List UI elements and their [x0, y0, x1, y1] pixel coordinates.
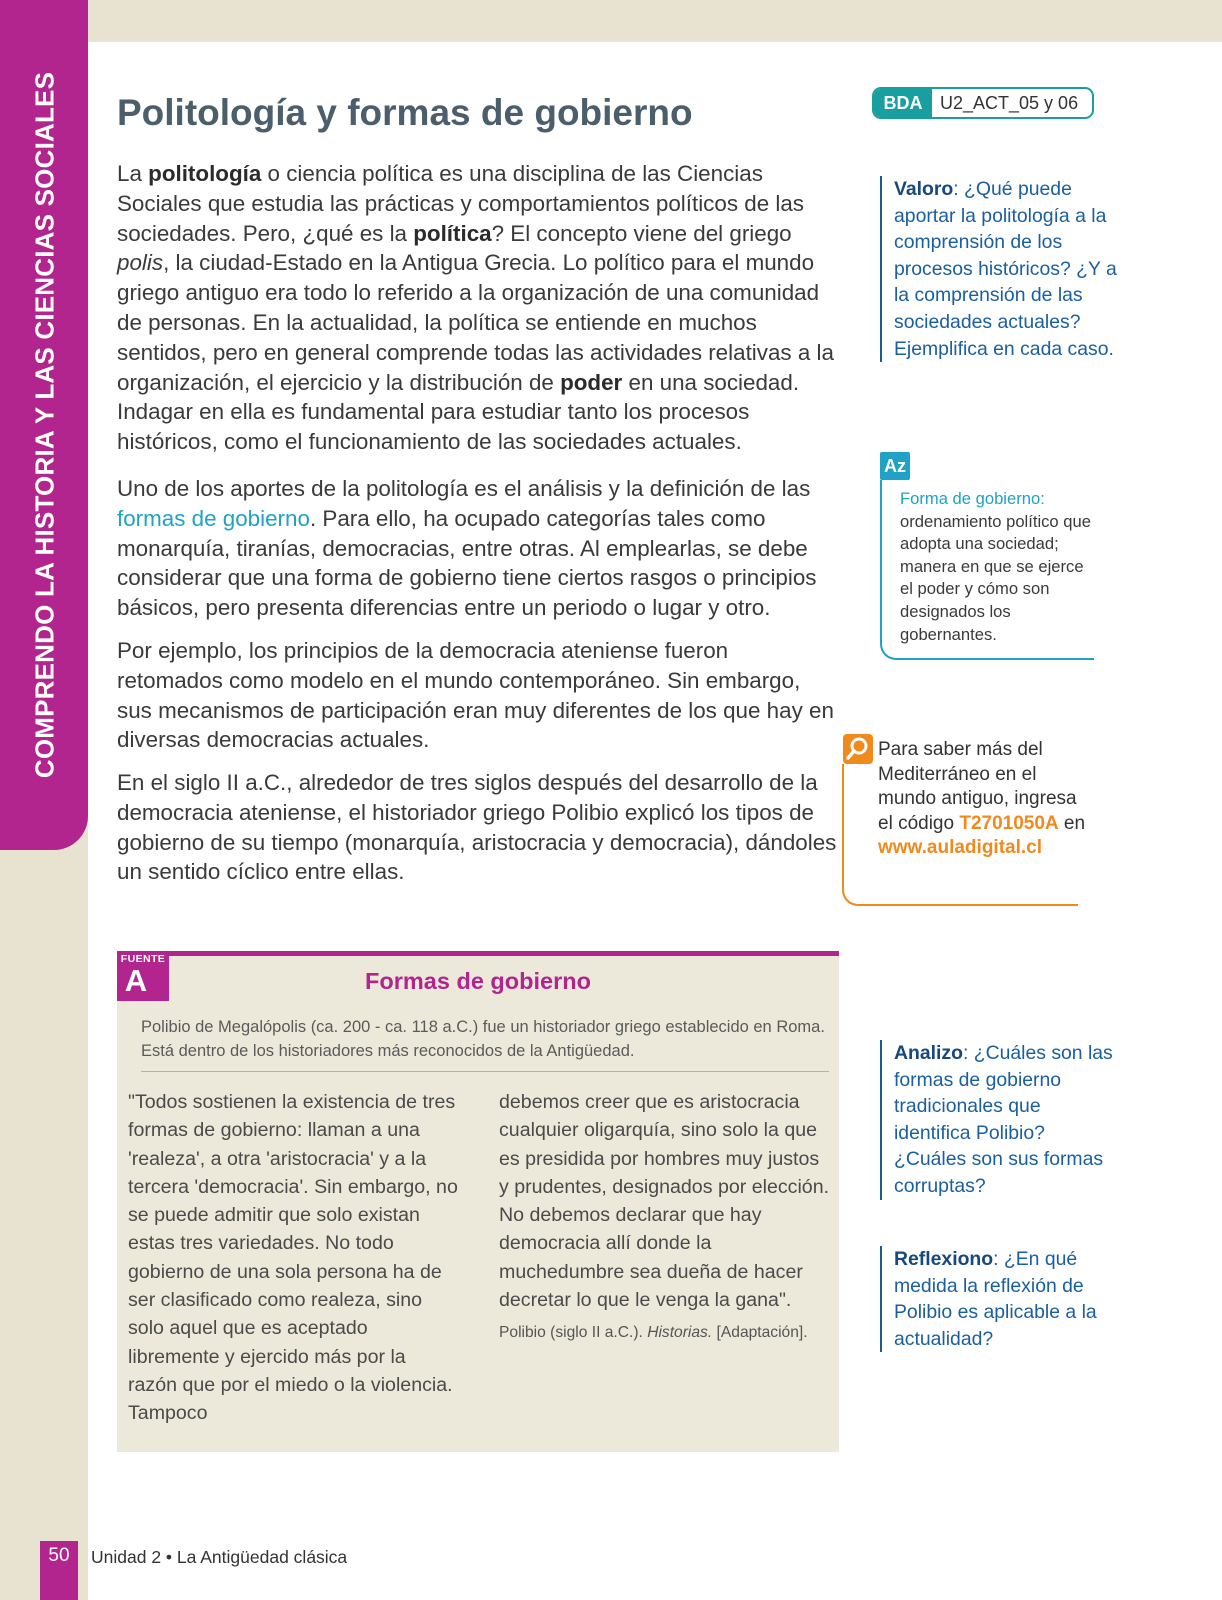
section-side-label: COMPRENDO LA HISTORIA Y LAS CIENCIAS SOCIALES — [29, 71, 60, 779]
analizo-question: Analizo: ¿Cuáles son las formas de gobierno tradicionales que identifica Polibio? ¿Cuáles son sus formas corruptas? — [880, 1040, 1122, 1200]
search-icon — [843, 734, 873, 764]
quote-column-1: "Todos sostienen la existencia de tres formas de gobierno: llaman a una 'realeza', a otra 'aristocracia' y a la tercera 'democracia'. Sin embargo, no se puede admitir que solo existan estas tres variedades. No todo gobierno de una sola persona ha de ser clasificado como realeza, sino solo aquel que es aceptado libremente y ejercido más por la razón que por el miedo o la violencia. Tampoco — [128, 1091, 458, 1425]
paragraph-democracia: Por ejemplo, los principios de la democracia ateniense fueron retomados como modelo en el mundo contemporáneo. Sin embargo, sus mecanismos de participación eran muy diferentes de los que hay en diversas democracias actuales. — [117, 638, 834, 753]
source-title: Formas de gobierno — [365, 968, 591, 994]
bda-code: U2_ACT_05 y 06 — [940, 93, 1079, 113]
paragraph-politologia: La politología o ciencia política es una disciplina de las Ciencias Sociales que estudia las prácticas y comportamientos políticos de las sociedades. Pero, ¿qué es la política? El concepto viene del griego polis, la ciudad-Estado en la Antigua Grecia. Lo político para el mundo griego antiguo era todo lo referido a la organización de una comunidad de personas. En la actualidad, la política se entiende en muchos sentidos, pero en general comprende todas las actividades relativas a la organización, el ejercicio y la distribución de poder en una sociedad. Indagar en ella es fundamental para estudiar tanto los procesos históricos, como el funcionamiento de las sociedades actuales. — [117, 161, 834, 455]
access-code: T2701050A — [959, 812, 1059, 834]
glossary-box — [880, 480, 1094, 660]
website-link[interactable]: www.auladigital.cl — [878, 837, 1042, 859]
source-label: FUENTE — [120, 953, 166, 965]
glossary-term: Forma de gobierno: — [900, 489, 1045, 508]
paragraph-formas-gobierno: Uno de los aportes de la politología es el análisis y la definición de las formas de gobierno. Para ello, ha ocupado categorías tales como monarquía, tiranías, democracias, entre otras. Al emplearlas, se debe considerar que una forma de gobierno tiene ciertos rasgos o principios básicos, pero presenta diferencias entre un periodo o lugar y otro. — [117, 476, 817, 621]
glossary-definition: ordenamiento político que adopta una sociedad; manera en que se ejerce el poder y cómo son designados los gobernantes. — [900, 511, 1091, 644]
source-citation: Polibio (siglo II a.C.). Historias. [Adaptación]. — [499, 1324, 808, 1341]
valoro-question: Valoro: ¿Qué puede aportar la politología a la comprensión de los procesos históricos? ¿Y a la comprensión de las sociedades actuales? Ejemplifica en cada caso. — [880, 176, 1122, 362]
page-title: Politología y formas de gobierno — [117, 92, 693, 133]
bda-tag: BDA — [874, 89, 932, 117]
glossary-badge: Az — [880, 452, 910, 480]
page-number: 50 — [48, 1545, 70, 1566]
more-info-text: Para saber más del Mediterráneo en el mundo antiguo, ingresa el código T2701050A en www.auladigital.cl — [878, 739, 1086, 859]
reflexiono-question: Reflexiono: ¿En qué medida la reflexión de Polibio es aplicable a la actualidad? — [880, 1246, 1122, 1352]
source-intro: Polibio de Megalópolis (ca. 200 - ca. 118 a.C.) fue un historiador griego establecido en Roma. Está dentro de los historiadores más reconocidos de la Antigüedad. — [141, 1016, 829, 1072]
quote-column-2: debemos creer que es aristocracia cualquier oligarquía, sino solo la que es presidida por hombres muy justos y prudentes, designados por elección. No debemos declarar que hay democracia allí donde la muchedumbre sea dueña de hacer decretar lo que le venga la gana". — [499, 1091, 830, 1312]
bda-badge[interactable] — [872, 87, 1094, 119]
top-band — [0, 0, 1222, 42]
paragraph-polibio: En el siglo II a.C., alrededor de tres siglos después del desarrollo de la democracia ateniense, el historiador griego Polibio explicó los tipos de gobierno de su tiempo (monarquía, aristocracia y democracia), dándoles un sentido cíclico entre ellas. — [117, 770, 837, 885]
footer-unit-label: Unidad 2 • La Antigüedad clásica — [91, 1547, 348, 1567]
source-letter: A — [124, 963, 148, 998]
glossary-link[interactable]: formas de gobierno — [117, 505, 310, 531]
